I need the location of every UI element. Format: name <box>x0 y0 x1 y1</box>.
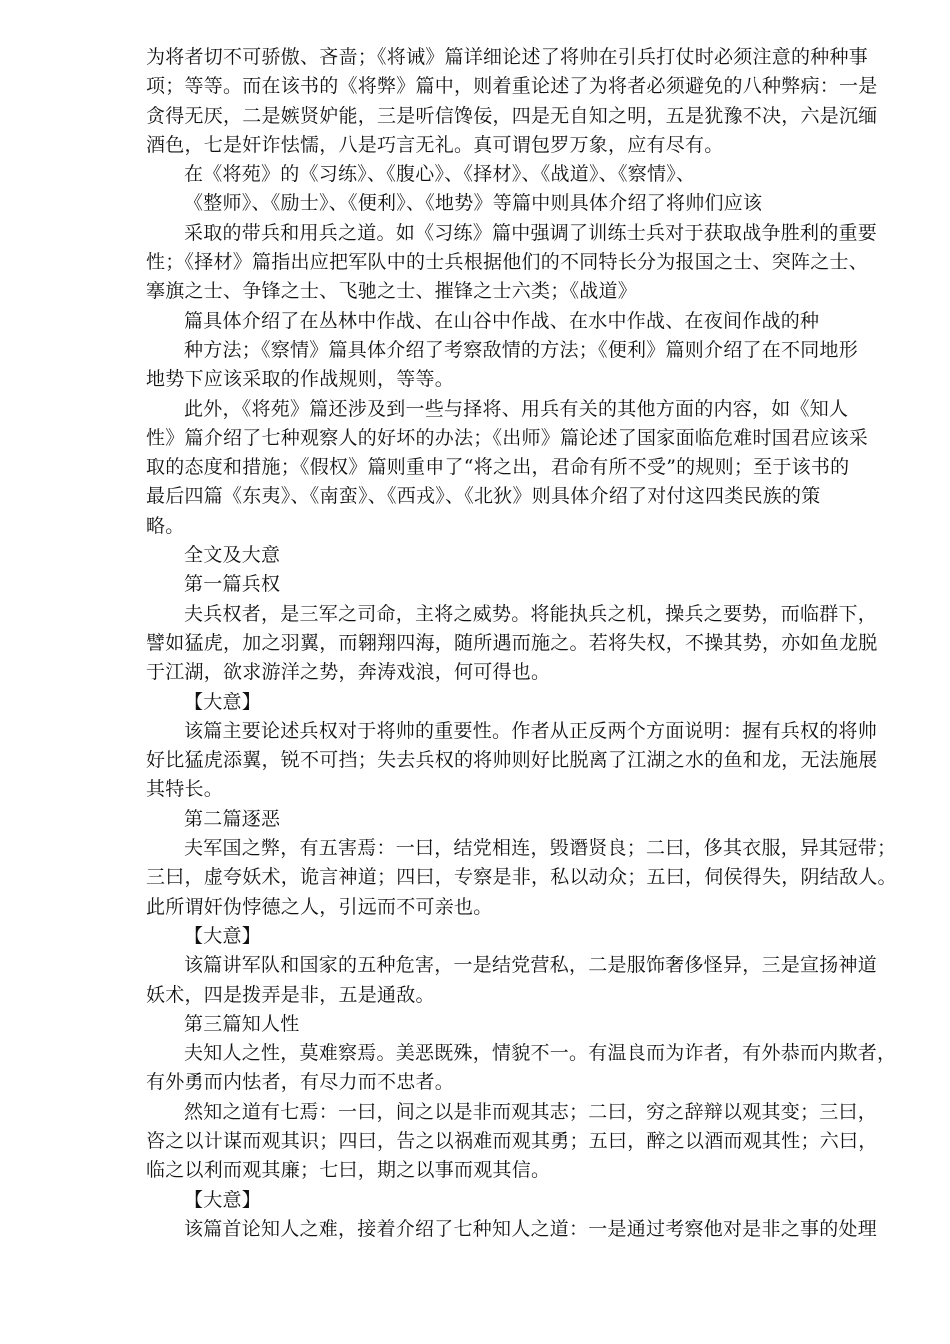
text-line: 贪得无厌，二是嫉贤妒能，三是听信馋佞，四是无自知之明，五是犹豫不决，六是沉缅 <box>146 104 878 127</box>
text-line: 地势下应该采取的作战规则，等等。 <box>146 368 455 391</box>
text-line: 该篇主要论述兵权对于将帅的重要性。作者从正反两个方面说明：握有兵权的将帅 <box>184 719 878 742</box>
text-line: 略。 <box>146 514 185 537</box>
text-line: 取的态度和措施；《假权》篇则重申了“将之出，君命有所不受”的规则；至于该书的 <box>146 456 850 479</box>
text-line: 临之以利而观其廉；七曰，期之以事而观其信。 <box>146 1159 551 1182</box>
text-line: 三曰，虚夸妖术，诡言神道；四曰，专察是非，私以动众；五曰，伺侯得失，阴结敌人。 <box>146 866 897 889</box>
chapter-heading: 第一篇兵权 <box>184 573 281 596</box>
text-line: 妖术，四是拨弄是非，五是通敌。 <box>146 983 435 1006</box>
text-line: 性》篇介绍了七种观察人的好坏的办法；《出师》篇论述了国家面临危难时国君应该采 <box>146 426 869 449</box>
text-line: 在《将苑》的《习练》、《腹心》、《择材》、《战道》、《察情》、 <box>184 163 696 186</box>
summary-heading: 【大意】 <box>184 924 262 947</box>
text-line: 于江湖，欲求游洋之势，奔涛戏浪，何可得也。 <box>146 661 551 684</box>
section-heading: 全文及大意 <box>184 544 281 567</box>
chapter-heading: 第三篇知人性 <box>184 1012 300 1035</box>
text-line: 该篇讲军队和国家的五种危害，一是结党营私，二是服饰奢侈怪异，三是宣扬神道 <box>184 954 878 977</box>
text-line: 该篇首论知人之难，接着介绍了七种知人之道：一是通过考察他对是非之事的处理 <box>184 1217 878 1240</box>
text-line: 其特长。 <box>146 778 224 801</box>
text-line: 采取的带兵和用兵之道。如《习练》篇中强调了训练士兵对于获取战争胜利的重要 <box>184 221 878 244</box>
text-line: 然知之道有七焉：一曰，间之以是非而观其志；二曰，穷之辞辩以观其变；三曰， <box>184 1100 878 1123</box>
summary-heading: 【大意】 <box>184 690 262 713</box>
text-line: 夫知人之性，莫难察焉。美恶既殊，情貌不一。有温良而为诈者，有外恭而内欺者， <box>184 1042 897 1065</box>
text-line: 项；等等。而在该书的《将弊》篇中，则着重论述了为将者必须避免的八种弊病：一是 <box>146 75 878 98</box>
text-line: 此所谓奸伪悖德之人，引远而不可亲也。 <box>146 895 493 918</box>
text-line: 譬如猛虎，加之羽翼，而翱翔四海，随所遇而施之。若将失权，不操其势，亦如鱼龙脱 <box>146 631 878 654</box>
text-line: 酒色，七是奸诈怯懦，八是巧言无礼。真可谓包罗万象，应有尽有。 <box>146 133 724 156</box>
text-line: 此外，《将苑》篇还涉及到一些与择将、用兵有关的其他方面的内容，如《知人 <box>184 397 849 420</box>
text-line: 篇具体介绍了在丛林中作战、在山谷中作战、在水中作战、在夜间作战的种 <box>184 309 820 332</box>
text-line: 有外勇而内怯者，有尽力而不忠者。 <box>146 1071 455 1094</box>
text-line: 好比猛虎添翼，锐不可挡；失去兵权的将帅则好比脱离了江湖之水的鱼和龙，无法施展 <box>146 749 878 772</box>
text-line: 最后四篇《东夷》、《南蛮》、《西戎》、《北狄》则具体介绍了对付这四类民族的策 <box>146 485 821 508</box>
text-line: 种方法；《察情》篇具体介绍了考察敌情的方法；《便利》篇则介绍了在不同地形 <box>184 338 859 361</box>
text-line: 夫兵权者，是三军之司命，主将之威势。将能执兵之机，操兵之要势，而临群下， <box>184 602 878 625</box>
summary-heading: 【大意】 <box>184 1188 262 1211</box>
text-line: 搴旗之士、争锋之士、飞驰之士、摧锋之士六类；《战道》 <box>146 280 638 303</box>
text-line: 《整师》、《励士》、《便利》、《地势》等篇中则具体介绍了将帅们应该 <box>184 192 763 215</box>
text-line: 性；《择材》篇指出应把军队中的士兵根据他们的不同特长分为报国之士、突阵之士、 <box>146 251 869 274</box>
text-line: 为将者切不可骄傲、吝啬；《将诫》篇详细论述了将帅在引兵打仗时必须注意的种种事 <box>146 46 869 68</box>
chapter-heading: 第二篇逐恶 <box>184 807 281 830</box>
document-page <box>146 43 897 1244</box>
text-line: 咨之以计谋而观其识；四曰，告之以祸难而观其勇；五曰，醉之以酒而观其性；六曰， <box>146 1129 878 1152</box>
text-line: 夫军国之弊，有五害焉：一曰，结党相连，毁谮贤良；二曰，侈其衣服，异其冠带； <box>184 837 897 860</box>
